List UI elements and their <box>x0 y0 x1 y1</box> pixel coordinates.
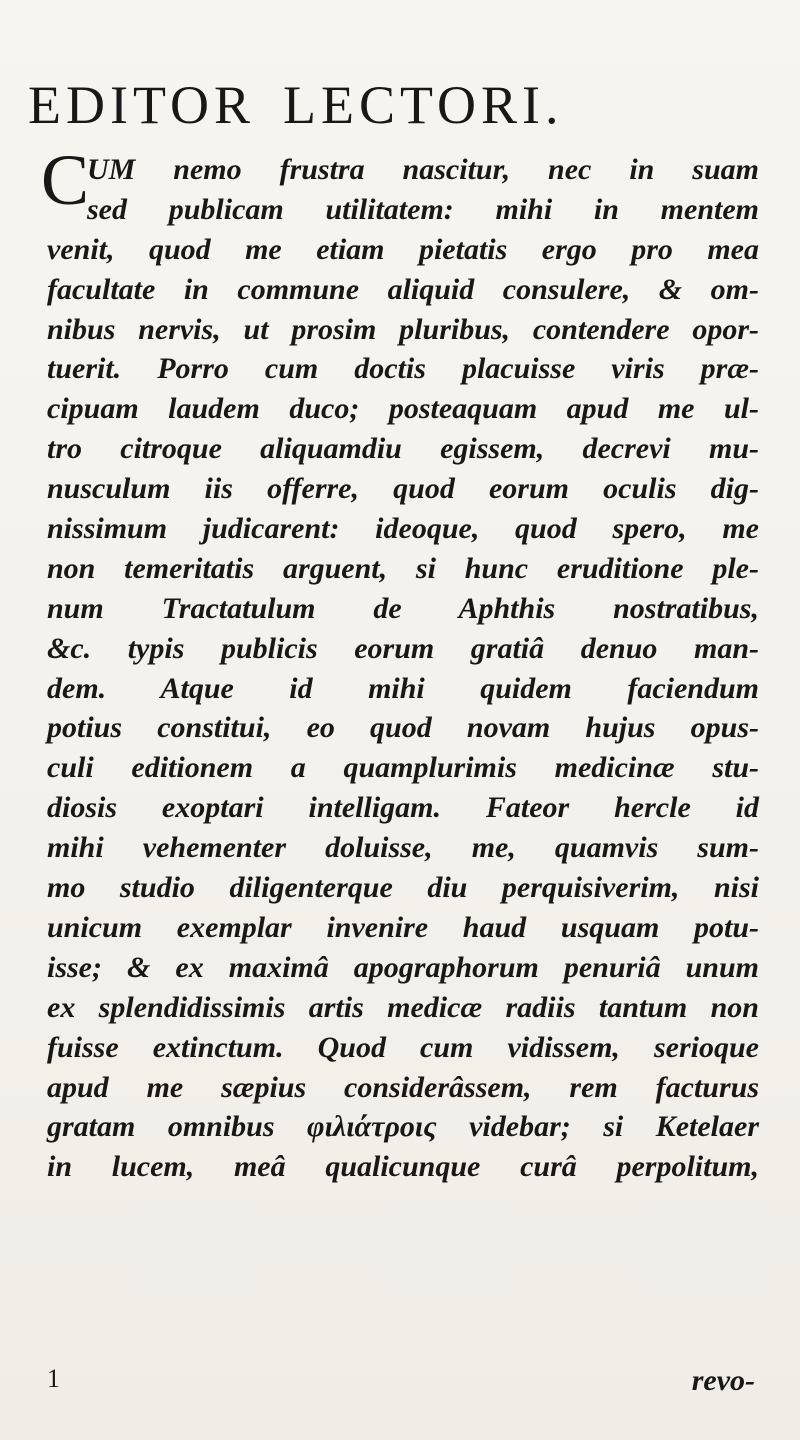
text-line-22: ex splendidissimis artis medicæ radiis tantum non <box>47 990 759 1024</box>
text-line-19: mo studio diligenterque diu perquisiverim, nisi <box>47 871 759 905</box>
opening-lines <box>41 140 767 230</box>
text-line-7: cipuam laudem duco; posteaquam apud me ul- <box>47 392 759 426</box>
text-line-5: nibus nervis, ut prosim pluribus, contendere opor- <box>47 312 759 346</box>
text-line-2: sed publicam utilitatem: mihi in mentem <box>87 192 759 226</box>
signature-mark: 1 <box>47 1364 60 1393</box>
text-line-21: isse; & ex maximâ apographorum penuriâ unum <box>47 950 759 984</box>
text-line-6: tuerit. Porro cum doctis placuisse viris præ- <box>47 352 759 386</box>
text-line-1: UM nemo frustra nascitur, nec in suam <box>87 153 759 186</box>
text-line-8: tro citroque aliquamdiu egissem, decrevi mu- <box>47 432 759 466</box>
text-line-18: mihi vehementer doluisse, me, quamvis sum- <box>47 831 759 865</box>
drop-cap: C <box>41 140 90 220</box>
text-line-20: unicum exemplar invenire haud usquam potu- <box>47 910 759 944</box>
text-line-14: dem. Atque id mihi quidem faciendum <box>47 671 759 705</box>
text-line-15: potius constitui, eo quod novam hujus opus- <box>47 711 759 745</box>
preface-text <box>41 140 767 1187</box>
text-line-3: venit, quod me etiam pietatis ergo pro mea <box>47 232 759 266</box>
text-line-24: apud me sæpius considerâssem, rem facturus <box>47 1070 759 1104</box>
text-line-10: nissimum judicarent: ideoque, quod spero, me <box>47 512 759 546</box>
catchword: revo- <box>691 1364 755 1397</box>
title-word-2: LECTORI. <box>283 75 564 135</box>
text-line-11: non temeritatis arguent, si hunc eruditione ple- <box>47 551 759 585</box>
title-word-1: EDITOR <box>28 75 255 135</box>
text-line-23: fuisse extinctum. Quod cum vidissem, serioque <box>47 1030 759 1064</box>
text-line-13: &c. typis publicis eorum gratiâ denuo man- <box>47 631 759 665</box>
text-line-17: diosis exoptari intelligam. Fateor hercle id <box>47 791 759 825</box>
text-line-9: nusculum iis offerre, quod eorum oculis dig- <box>47 472 759 506</box>
text-line-12: num Tractatulum de Aphthis nostratibus, <box>47 591 759 625</box>
page-title <box>28 75 788 135</box>
text-line-16: culi editionem a quamplurimis medicinæ stu- <box>47 751 759 785</box>
text-line-25: gratam omnibus φιλιάτροις videbar; si Ketelaer <box>47 1110 759 1144</box>
page-footer <box>47 1364 767 1404</box>
text-line-26: in lucem, meâ qualicunque curâ perpolitum, <box>47 1150 759 1184</box>
text-line-4: facultate in commune aliquid consulere, & om- <box>47 272 759 306</box>
